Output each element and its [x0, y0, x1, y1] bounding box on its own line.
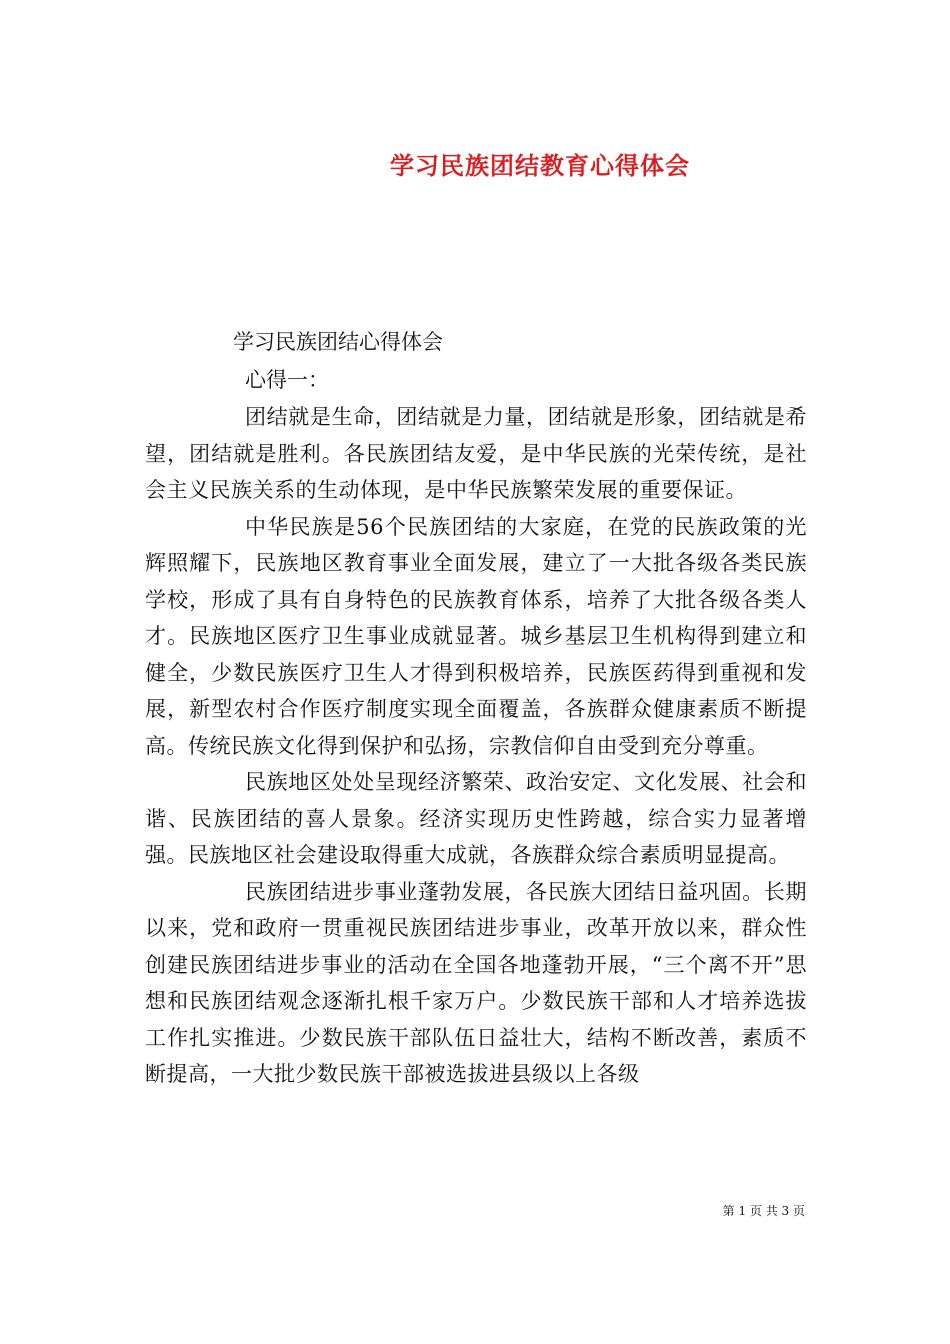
document-title: 学习民族团结教育心得体会	[390, 151, 690, 181]
paragraph-1: 团结就是生命，团结就是力量，团结就是形象，团结就是希望，团结就是胜利。各民族团结友爱，是中华民族的光荣传统，是社会主义民族关系的生动体现，是中华民族繁荣发展的重要保证。	[145, 405, 807, 502]
document-subtitle: 学习民族团结心得体会	[233, 330, 443, 354]
document-body	[145, 399, 807, 1093]
paragraph-4: 民族团结进步事业蓬勃发展，各民族大团结日益巩固。长期以来，党和政府一贯重视民族团结进步事业，改革开放以来，群众性创建民族团结进步事业的活动在全国各地蓬勃开展，“三个离不开”思想和民族团结观念逐渐扎根千家万户。少数民族干部和人才培养选拔工作扎实推进。少数民族干部队伍日益壮大，结构不断改善，素质不断提高，一大批少数民族干部被选拔进县级以上各级	[145, 879, 807, 1086]
paragraph-3: 民族地区处处呈现经济繁荣、政治安定、文化发展、社会和谐、民族团结的喜人景象。经济实现历史性跨越，综合实力显著增强。民族地区社会建设取得重大成就，各族群众综合素质明显提高。	[145, 770, 807, 867]
paragraph-2: 中华民族是56个民族团结的大家庭，在党的民族政策的光辉照耀下，民族地区教育事业全面发展，建立了一大批各级各类民族学校，形成了具有自身特色的民族教育体系，培养了大批各级各类人才。民族地区医疗卫生事业成就显著。城乡基层卫生机构得到建立和健全，少数民族医疗卫生人才得到积极培养，民族医药得到重视和发展，新型农村合作医疗制度实现全面覆盖，各族群众健康素质不断提高。传统民族文化得到保护和弘扬，宗教信仰自由受到充分尊重。	[145, 514, 807, 758]
section-label: 心得一：	[245, 368, 329, 392]
page-number: 第 1 页 共 3 页	[722, 1204, 805, 1218]
